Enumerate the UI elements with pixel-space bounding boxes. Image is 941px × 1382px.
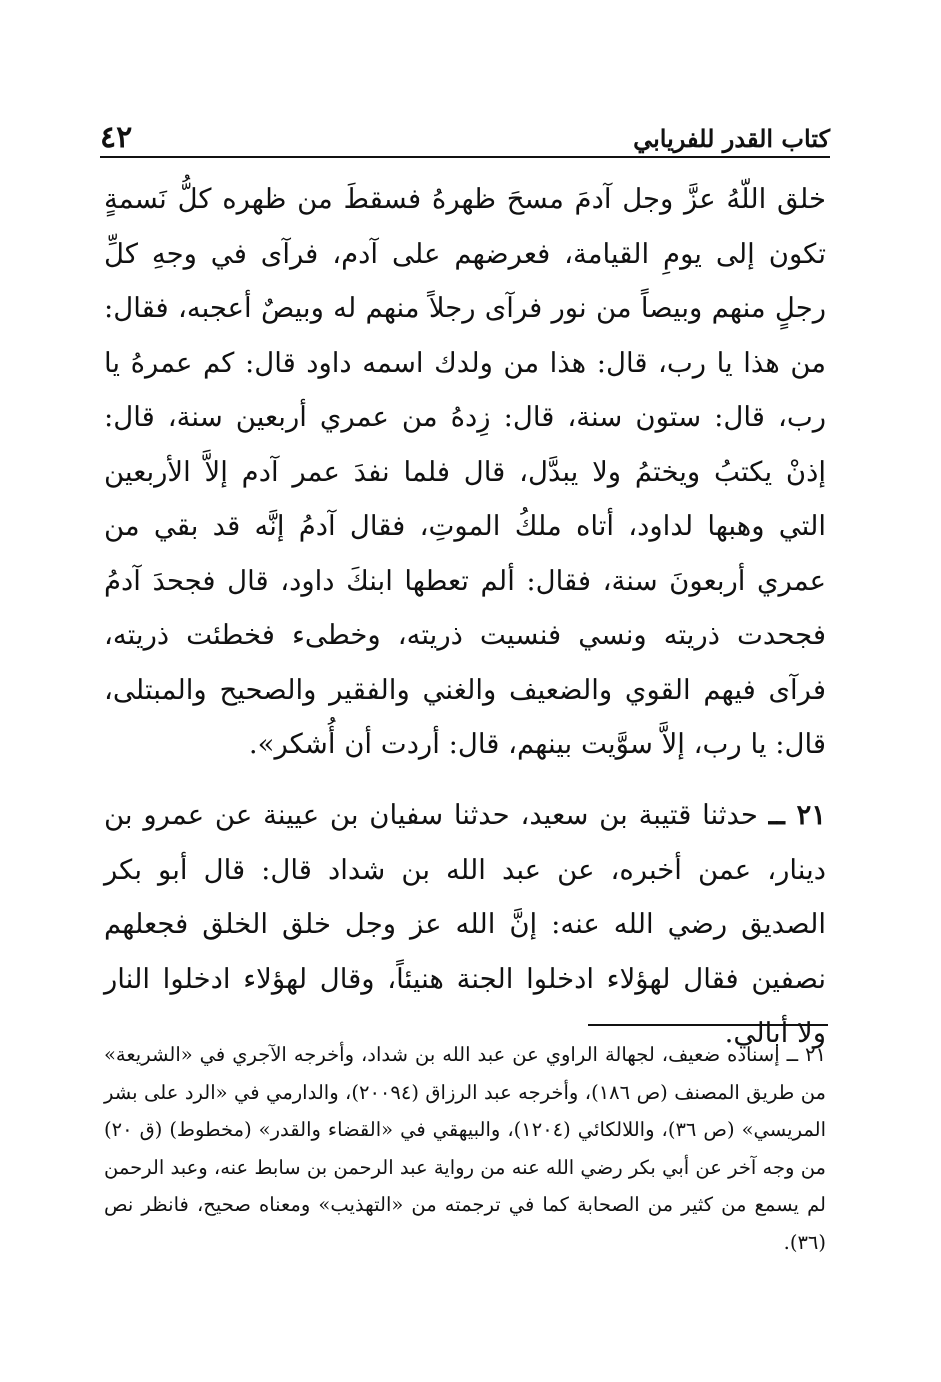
footnote-21: ٢١ ــ إسناده ضعيف، لجهالة الراوي عن عبد الله بن شداد، وأخرجه الآجري في «الشريعة» من طريق المصنف (ص ١٨٦)، وأخرجه عبد الرزاق (٢٠٠٩٤)، والدارمي في «الرد على بشر المريسي» (ص ٣٦)، واللالكائي (١٢٠٤)، والبيهقي في «القضاء والقدر» (مخطوط) (ق ٢٠) من وجه آخر عن أبي بكر رضي الله عنه من رواية عبد الرحمن بن سابط عنه، وعبد الرحمن لم يسمع من كثير من الصحابة كما في ترجمته من «التهذيب» ومعناه صحيح، فانظر نص (٣٦). <box>104 1043 826 1254</box>
footnote-separator <box>588 1024 828 1026</box>
hadith-number: ٢١ ــ <box>768 799 827 831</box>
book-title: كتاب القدر للفريابي <box>633 124 830 153</box>
main-text-block <box>104 172 826 772</box>
hadith-text: حدثنا قتيبة بن سعيد، حدثنا سفيان بن عيينة عن عمرو بن دينار، عمن أخبره، عن عبد الله بن شداد قال: قال أبو بكر الصديق رضي الله عنه: إنَّ الله عز وجل خلق الخلق فجعلهم نصفين فقال لهؤلاء ادخلوا الجنة هنيئاً، وقال لهؤلاء ادخلوا النار ولا أبالي. <box>104 799 826 1049</box>
page-number: ٤٢ <box>100 120 133 155</box>
footnotes-block <box>104 1036 826 1261</box>
header-rule <box>100 156 830 158</box>
continuation-paragraph: خلق اللّهُ عزَّ وجل آدمَ مسحَ ظهرهُ فسقطَ من ظهره كلُّ نَسمةٍ تكون إلى يومِ القيامة، فعرضهم على آدم، فرآى في وجهِ كلِّ رجلٍ منهم وبيصاً من نور فرآى رجلاً منهم له وبيصٌ أعجبه، فقال: من هذا يا رب، قال: هذا من ولدك اسمه داود قال: كم عمرهُ يا رب، قال: ستون سنة، قال: زِدهُ من عمري أربعين سنة، قال: إذنْ يكتبُ ويختمُ ولا يبدَّل، قال فلما نفدَ عمر آدم إلاَّ الأربعين التي وهبها لداود، أتاه ملكُ الموتِ، فقال آدمُ إنَّه قد بقي من عمري أربعونَ سنة، فقال: ألم تعطها ابنكَ داود، قال فجحدَ آدمُ فجحدت ذريته ونسي فنسيت ذريته، وخطىء فخطئت ذريته، فرآى فيهم القوي والضعيف والغني والفقير والصحيح والمبتلى، قال: يا رب، إلاَّ سوَّيت بينهم، قال: أردت أن أُشكر». <box>104 183 826 760</box>
hadith-block <box>104 788 826 1061</box>
hadith-paragraph <box>104 788 826 1061</box>
